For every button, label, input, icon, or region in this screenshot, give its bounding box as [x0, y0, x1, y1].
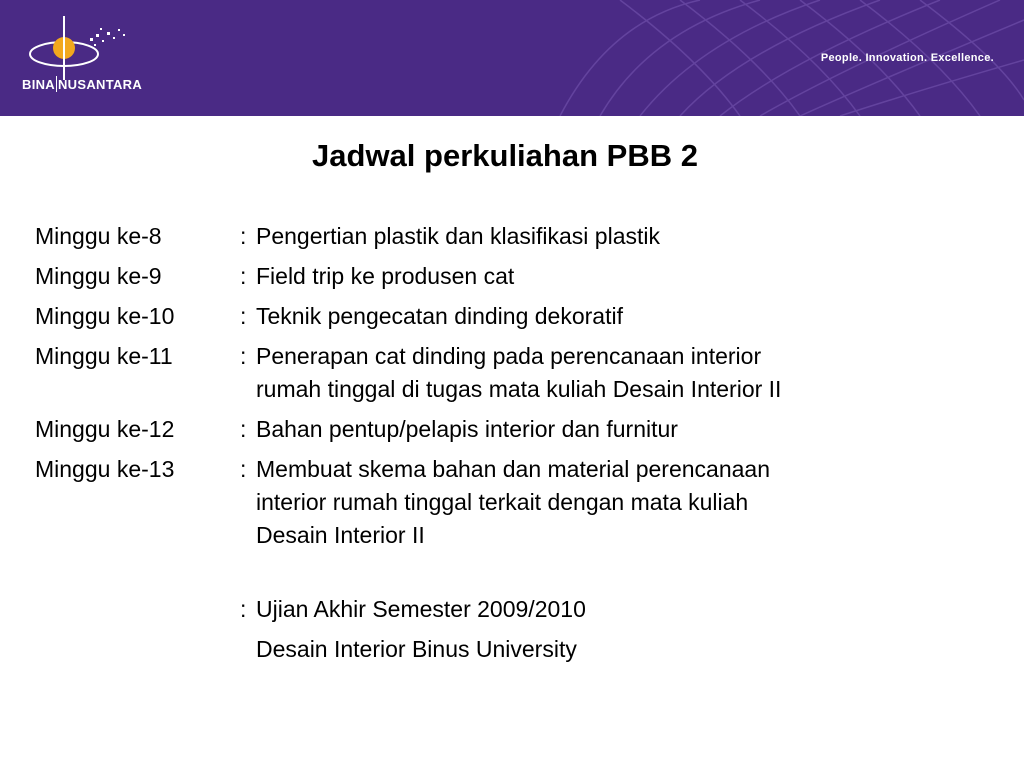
topic-description: [256, 453, 995, 552]
topic-description: [256, 413, 995, 446]
topic-line: interior rumah tinggal terkait dengan mata kuliah: [256, 489, 749, 515]
topic-line: Desain Interior Binus University: [256, 636, 577, 662]
week-label: Minggu ke-12: [35, 416, 175, 442]
week-label: [35, 633, 240, 666]
colon-separator: [240, 633, 256, 666]
topic-description: [256, 300, 995, 333]
logo-wordmark: [22, 76, 142, 92]
topic-line: Teknik pengecatan dinding dekoratif: [256, 303, 623, 329]
schedule-row: [35, 340, 995, 406]
week-label: Minggu ke-10: [35, 303, 175, 329]
topic-description: [256, 340, 995, 406]
topic-description: [256, 633, 995, 666]
colon-separator: :: [240, 416, 247, 442]
week-label: Minggu ke-8: [35, 223, 162, 249]
colon-separator: :: [240, 456, 247, 482]
topic-line: Penerapan cat dinding pada perencanaan interior: [256, 343, 762, 369]
slide-title: Jadwal perkuliahan PBB 2: [312, 138, 698, 173]
colon-separator: :: [240, 343, 247, 369]
topic-line: Desain Interior II: [256, 522, 425, 548]
schedule-row: [35, 220, 995, 253]
week-label: Minggu ke-9: [35, 263, 162, 289]
colon-separator: :: [240, 223, 247, 249]
week-label: Minggu ke-11: [35, 343, 173, 369]
footer-rows: [35, 593, 995, 666]
spacer: [35, 559, 995, 593]
schedule-rows: [35, 220, 995, 552]
topic-description: [256, 260, 995, 293]
topic-line: Field trip ke produsen cat: [256, 263, 515, 289]
colon-separator: :: [240, 303, 247, 329]
logo-text-left: BINA: [22, 77, 55, 92]
schedule-row: [35, 453, 995, 552]
schedule-row: [35, 413, 995, 446]
logo-globe-icon: [28, 14, 138, 84]
week-label: [35, 593, 240, 626]
logo-separator: [56, 76, 57, 92]
topic-line: Ujian Akhir Semester 2009/2010: [256, 596, 586, 622]
schedule-row: [35, 593, 995, 626]
header-banner: [0, 0, 1024, 116]
colon-separator: :: [240, 263, 247, 289]
topic-line: Membuat skema bahan dan material perencanaan: [256, 456, 770, 482]
bina-nusantara-logo: [22, 14, 182, 104]
schedule-row: [35, 260, 995, 293]
tagline: People. Innovation. Excellence.: [820, 52, 994, 64]
logo-text-right: NUSANTARA: [57, 77, 143, 92]
topic-line: Pengertian plastik dan klasifikasi plastik: [256, 223, 660, 249]
colon-separator: :: [240, 596, 247, 622]
week-label: Minggu ke-13: [35, 456, 175, 482]
topic-description: [256, 593, 995, 626]
schedule-row: [35, 300, 995, 333]
topic-line: rumah tinggal di tugas mata kuliah Desain Interior II: [256, 376, 782, 402]
schedule-list: [35, 220, 995, 673]
topic-line: Bahan pentup/pelapis interior dan furnitur: [256, 416, 678, 442]
schedule-row: [35, 633, 995, 666]
topic-description: [256, 220, 995, 253]
